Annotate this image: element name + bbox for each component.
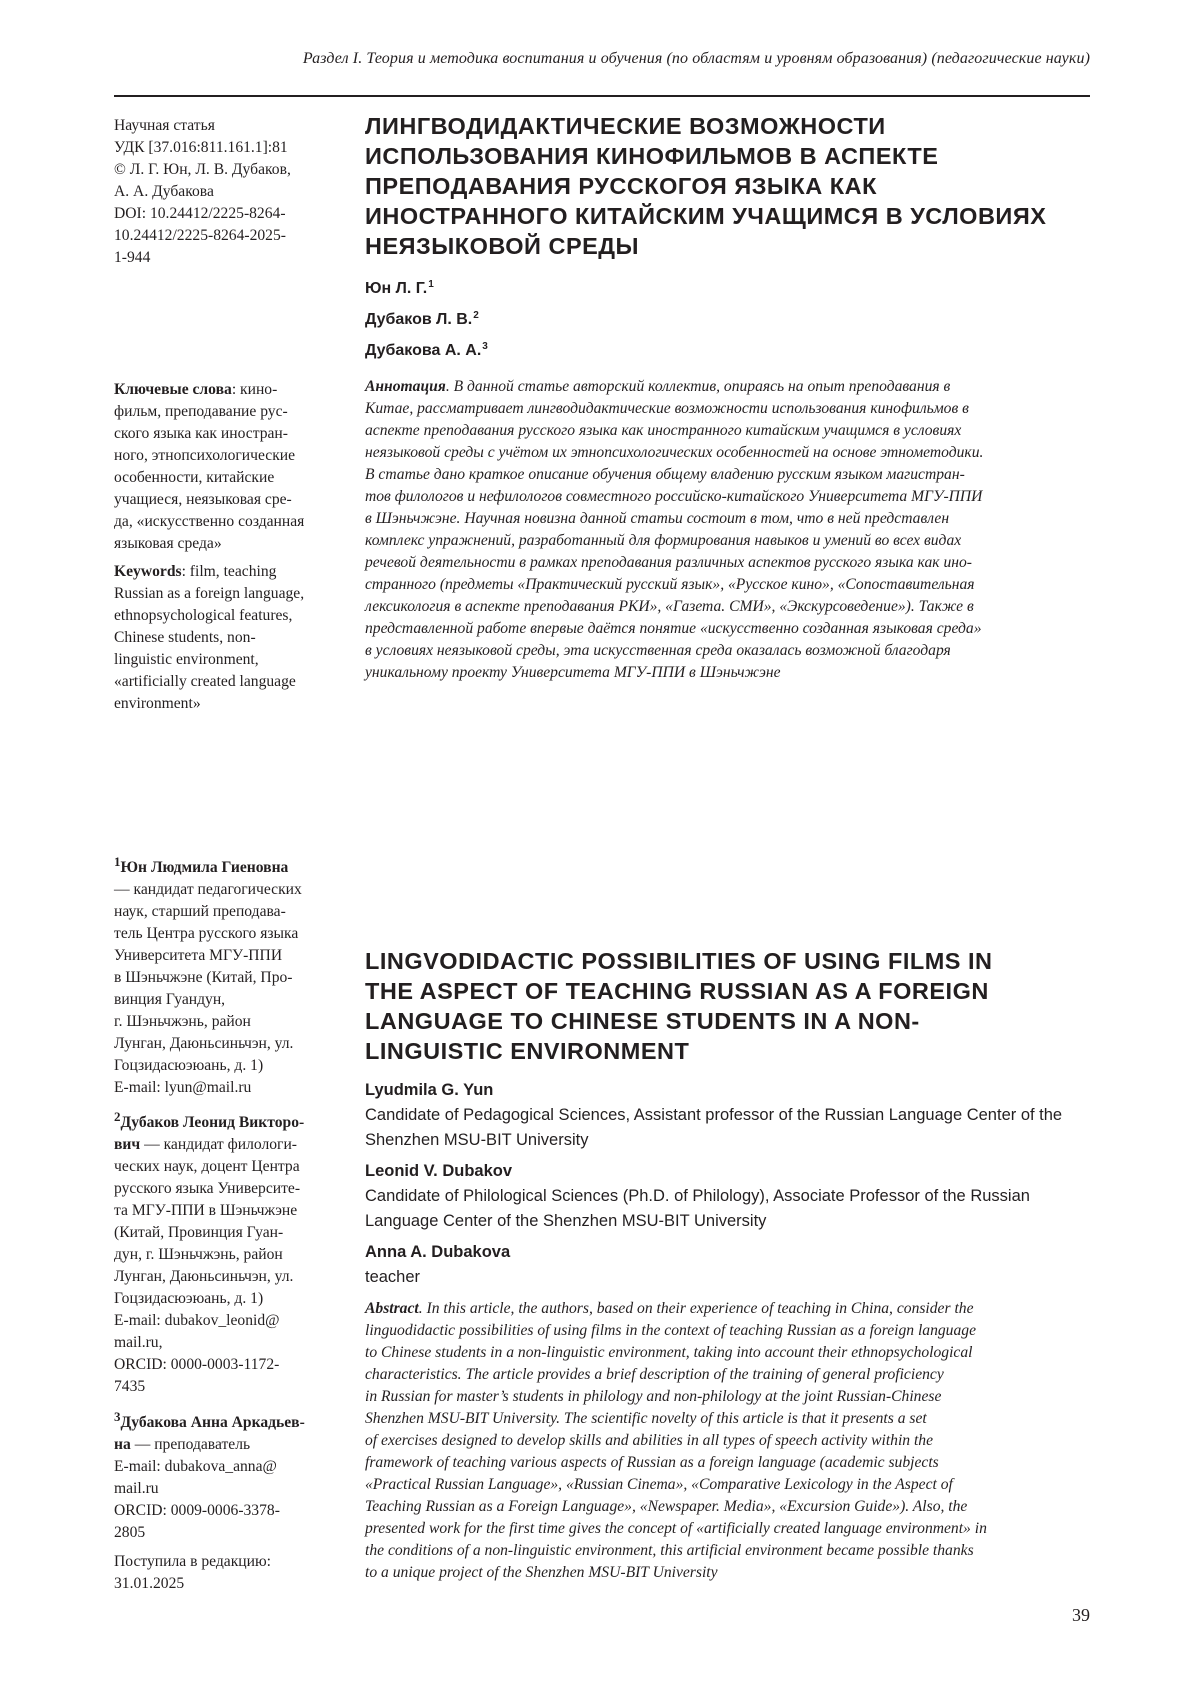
header-rule bbox=[114, 95, 1090, 97]
received-value: 31.01.2025 bbox=[114, 1573, 340, 1595]
author-info-text: (Китай, Провинция Гуан- bbox=[114, 1222, 340, 1244]
abstract-ru-text: . В данной статье авторский коллектив, опираясь на опыт преподавания в bbox=[446, 378, 950, 395]
author-info-text: — кандидат филологи- bbox=[140, 1136, 297, 1153]
author-ru bbox=[365, 276, 1090, 307]
abstract-ru-text: аспекте преподавания русского языка как иностранного китайским учащимся в условиях bbox=[365, 420, 1090, 442]
author-email: E-mail: dubakova_anna@ bbox=[114, 1456, 340, 1478]
abstract-en-text: linguodidactic possibilities of using films in the context of teaching Russian as a foreign language bbox=[365, 1320, 1090, 1342]
abstract-en-text: «Practical Russian Language», «Russian Cinema», «Comparative Lexicology in the Aspect of bbox=[365, 1474, 1090, 1496]
doi-line: DOI: 10.24412/2225-8264- bbox=[114, 203, 340, 225]
author-en-affiliation: Shenzhen MSU-BIT University bbox=[365, 1128, 1090, 1153]
keywords-en-text: linguistic environment, bbox=[114, 649, 340, 671]
keywords-en-text: Russian as a foreign language, bbox=[114, 583, 340, 605]
title-en-line: LANGUAGE TO CHINESE STUDENTS IN A NON- bbox=[365, 1006, 1090, 1036]
keywords bbox=[114, 379, 340, 715]
title-ru-line: ЛИНГВОДИДАКТИЧЕСКИЕ ВОЗМОЖНОСТИ bbox=[365, 111, 1090, 141]
author-name: Юн Людмила Гиеновна bbox=[121, 859, 289, 876]
title-ru-line: НЕЯЗЫКОВОЙ СРЕДЫ bbox=[365, 231, 1090, 261]
abstract-ru-text: Китае, рассматривает лингводидактические возможности использования кинофильмов в bbox=[365, 398, 1090, 420]
title-en-line: THE ASPECT OF TEACHING RUSSIAN AS A FOREIGN bbox=[365, 976, 1090, 1006]
keywords-ru-text: языковая среда» bbox=[114, 533, 340, 555]
authors-info bbox=[114, 851, 340, 1544]
author-info-text: Университета МГУ-ППИ bbox=[114, 945, 340, 967]
abstract-ru-text: В статье дано краткое описание обучения общему владению русским языком магистран- bbox=[365, 464, 1090, 486]
author-email: mail.ru, bbox=[114, 1332, 340, 1354]
author-orcid: 2805 bbox=[114, 1522, 340, 1544]
abstract-ru-text: неязыковой среды с учётом их этнопсихологических особенностей на основе этнометодики. bbox=[365, 442, 1090, 464]
keywords-ru-text: ного, этнопсихологические bbox=[114, 445, 340, 467]
keywords-en-text: environment» bbox=[114, 693, 340, 715]
author-name: Дубаков Леонид Викторо- bbox=[121, 1114, 305, 1131]
running-header: Раздел I. Теория и методика воспитания и обучения (по областям и уровням образования) (педагогические науки) bbox=[205, 50, 1090, 68]
title-en-line: LINGVODIDACTIC POSSIBILITIES OF USING FILMS IN bbox=[365, 946, 1090, 976]
keywords-en-text: : film, teaching bbox=[182, 563, 277, 580]
author-sup: 1 bbox=[114, 854, 121, 869]
author-info-text: винция Гуандун, bbox=[114, 989, 340, 1011]
abstract-en bbox=[365, 1298, 1090, 1584]
author-info-text: русского языка Университе- bbox=[114, 1178, 340, 1200]
abstract-ru-text: уникальному проекту Университета МГУ-ППИ в Шэньчжэне bbox=[365, 662, 1090, 684]
keywords-ru bbox=[114, 379, 340, 555]
author-info-text: — кандидат педагогических bbox=[114, 879, 340, 901]
title-en-line: LINGUISTIC ENVIRONMENT bbox=[365, 1036, 1090, 1066]
author-ru-sup: 3 bbox=[482, 341, 488, 352]
keywords-en-text: ethnopsychological features, bbox=[114, 605, 340, 627]
keywords-en bbox=[114, 561, 340, 715]
abstract-ru bbox=[365, 376, 1090, 684]
author-info-3 bbox=[114, 1405, 340, 1543]
author-info-text: дун, г. Шэньчжэнь, район bbox=[114, 1244, 340, 1266]
abstract-en-text: to a unique project of the Shenzhen MSU-BIT University bbox=[365, 1562, 1090, 1584]
keywords-en-text: Chinese students, non- bbox=[114, 627, 340, 649]
title-en bbox=[365, 946, 1090, 1066]
author-orcid: ORCID: 0000-0003-1172- bbox=[114, 1354, 340, 1376]
author-ru bbox=[365, 338, 1090, 369]
keywords-ru-text: учащиеся, неязыковая сре- bbox=[114, 489, 340, 511]
author-sup: 2 bbox=[114, 1109, 121, 1124]
abstract-en-text: Shenzhen MSU-BIT University. The scientific novelty of this article is that it presents a set bbox=[365, 1408, 1090, 1430]
authors-en bbox=[365, 1078, 1090, 1290]
abstract-ru-text: странного (предметы «Практический русский язык», «Русское кино», «Сопоставительная bbox=[365, 574, 1090, 596]
author-info-text: Лунган, Даюньсиньчэн, ул. bbox=[114, 1033, 340, 1055]
abstract-ru-text: комплекс упражнений, разработанный для формирования навыков и умений во всех видах bbox=[365, 530, 1090, 552]
author-ru-sup: 1 bbox=[428, 279, 434, 290]
article-meta bbox=[114, 115, 340, 269]
author-info-text: Лунган, Даюньсиньчэн, ул. bbox=[114, 1266, 340, 1288]
abstract-ru-text: тов филологов и нефилологов совместного российско-китайского Университета МГУ-ППИ bbox=[365, 486, 1090, 508]
author-en-affiliation: teacher bbox=[365, 1265, 1090, 1290]
title-ru bbox=[365, 111, 1090, 261]
author-info-text: наук, старший преподава- bbox=[114, 901, 340, 923]
abstract-ru-text: в Шэньчжэне. Научная новизна данной статьи состоит в том, что в ней представлен bbox=[365, 508, 1090, 530]
abstract-en-text: to Chinese students in a non-linguistic environment, taking into account their ethnopsychological bbox=[365, 1342, 1090, 1364]
author-email: mail.ru bbox=[114, 1478, 340, 1500]
author-info-text: та МГУ-ППИ в Шэньчжэне bbox=[114, 1200, 340, 1222]
author-info-text: в Шэньчжэне (Китай, Про- bbox=[114, 967, 340, 989]
author-ru-name: Дубакова А. А. bbox=[365, 342, 481, 359]
author-ru-name: Юн Л. Г. bbox=[365, 280, 427, 297]
author-email: E-mail: lyun@mail.ru bbox=[114, 1077, 340, 1099]
abstract-en-text: of exercises designed to develop skills and abilities in all types of speech activity within the bbox=[365, 1430, 1090, 1452]
abstract-en-text: the conditions of a non-linguistic environment, this artificial environment became possible thanks bbox=[365, 1540, 1090, 1562]
author-name: Дубакова Анна Аркадьев- bbox=[121, 1414, 305, 1431]
author-orcid: ORCID: 0009-0006-3378- bbox=[114, 1500, 340, 1522]
keywords-ru-label: Ключевые слова bbox=[114, 381, 232, 398]
abstract-en-text: . In this article, the authors, based on their experience of teaching in China, consider the bbox=[419, 1300, 974, 1317]
abstract-en-text: in Russian for master’s students in philology and non-philology at the joint Russian-Chinese bbox=[365, 1386, 1090, 1408]
keywords-ru-text: ского языка как иностран- bbox=[114, 423, 340, 445]
keywords-ru-text: особенности, китайские bbox=[114, 467, 340, 489]
keywords-ru-text: фильм, преподавание рус- bbox=[114, 401, 340, 423]
abstract-ru-text: лексикология в аспекте преподавания РКИ», «Газета. СМИ», «Экскурсоведение»). Также в bbox=[365, 596, 1090, 618]
author-info-text: Гоцзидасюэюань, д. 1) bbox=[114, 1055, 340, 1077]
author-name: на bbox=[114, 1436, 131, 1453]
received-label: Поступила в редакцию: bbox=[114, 1551, 340, 1573]
abstract-en-text: presented work for the first time gives the concept of «artificially created language environment» in bbox=[365, 1518, 1090, 1540]
keywords-ru-text: да, «искусственно созданная bbox=[114, 511, 340, 533]
copyright-line: А. А. Дубакова bbox=[114, 181, 340, 203]
author-en-name: Leonid V. Dubakov bbox=[365, 1159, 1090, 1184]
title-ru-line: ИНОСТРАННОГО КИТАЙСКИМ УЧАЩИМСЯ В УСЛОВИЯХ bbox=[365, 201, 1090, 231]
author-info-1 bbox=[114, 851, 340, 1099]
abstract-ru-text: речевой деятельности в рамках преподавания различных аспектов русского языка как ино- bbox=[365, 552, 1090, 574]
author-ru-name: Дубаков Л. В. bbox=[365, 311, 472, 328]
author-info-text: — преподаватель bbox=[131, 1436, 250, 1453]
author-ru bbox=[365, 307, 1090, 338]
author-en-name: Anna A. Dubakova bbox=[365, 1240, 1090, 1265]
author-email: E-mail: dubakov_leonid@ bbox=[114, 1310, 340, 1332]
author-ru-sup: 2 bbox=[473, 310, 479, 321]
abstract-en-text: framework of teaching various aspects of Russian as a foreign language (academic subjects bbox=[365, 1452, 1090, 1474]
author-info-text: г. Шэньчжэнь, район bbox=[114, 1011, 340, 1033]
author-sup: 3 bbox=[114, 1408, 121, 1423]
author-en-affiliation: Candidate of Philological Sciences (Ph.D. of Philology), Associate Professor of the Russian bbox=[365, 1184, 1090, 1209]
keywords-en-label: Keywords bbox=[114, 563, 182, 580]
keywords-ru-text: : кино- bbox=[232, 381, 278, 398]
page-number: 39 bbox=[1060, 1605, 1090, 1626]
doi-line: 1-944 bbox=[114, 247, 340, 269]
author-info-text: ческих наук, доцент Центра bbox=[114, 1156, 340, 1178]
authors-ru bbox=[365, 276, 1090, 369]
author-info-text: тель Центра русского языка bbox=[114, 923, 340, 945]
author-info-2 bbox=[114, 1106, 340, 1398]
abstract-ru-label: Аннотация bbox=[365, 378, 446, 395]
author-en-affiliation: Candidate of Pedagogical Sciences, Assistant professor of the Russian Language Center of the bbox=[365, 1103, 1090, 1128]
author-info-text: Гоцзидасюэюань, д. 1) bbox=[114, 1288, 340, 1310]
abstract-ru-text: представленной работе впервые даётся понятие «искусственно созданная языковая среда» bbox=[365, 618, 1090, 640]
author-en-name: Lyudmila G. Yun bbox=[365, 1078, 1090, 1103]
title-ru-line: ИСПОЛЬЗОВАНИЯ КИНОФИЛЬМОВ В АСПЕКТЕ bbox=[365, 141, 1090, 171]
abstract-en-text: characteristics. The article provides a brief description of the training of general proficiency bbox=[365, 1364, 1090, 1386]
abstract-en-text: Teaching Russian as a Foreign Language», «Newspaper. Media», «Excursion Guide»). Also, the bbox=[365, 1496, 1090, 1518]
copyright-line: © Л. Г. Юн, Л. В. Дубаков, bbox=[114, 159, 340, 181]
received-date bbox=[114, 1551, 340, 1595]
article-type: Научная статья bbox=[114, 115, 340, 137]
author-orcid: 7435 bbox=[114, 1376, 340, 1398]
title-ru-line: ПРЕПОДАВАНИЯ РУССКОГОЯ ЯЗЫКА КАК bbox=[365, 171, 1090, 201]
abstract-en-label: Abstract bbox=[365, 1300, 419, 1317]
author-name: вич bbox=[114, 1136, 140, 1153]
abstract-ru-text: в условиях неязыковой среды, эта искусственная среда оказалась возможной благодаря bbox=[365, 640, 1090, 662]
udc-code: УДК [37.016:811.161.1]:81 bbox=[114, 137, 340, 159]
doi-line: 10.24412/2225-8264-2025- bbox=[114, 225, 340, 247]
author-en-affiliation: Language Center of the Shenzhen MSU-BIT University bbox=[365, 1209, 1090, 1234]
keywords-en-text: «artificially created language bbox=[114, 671, 340, 693]
